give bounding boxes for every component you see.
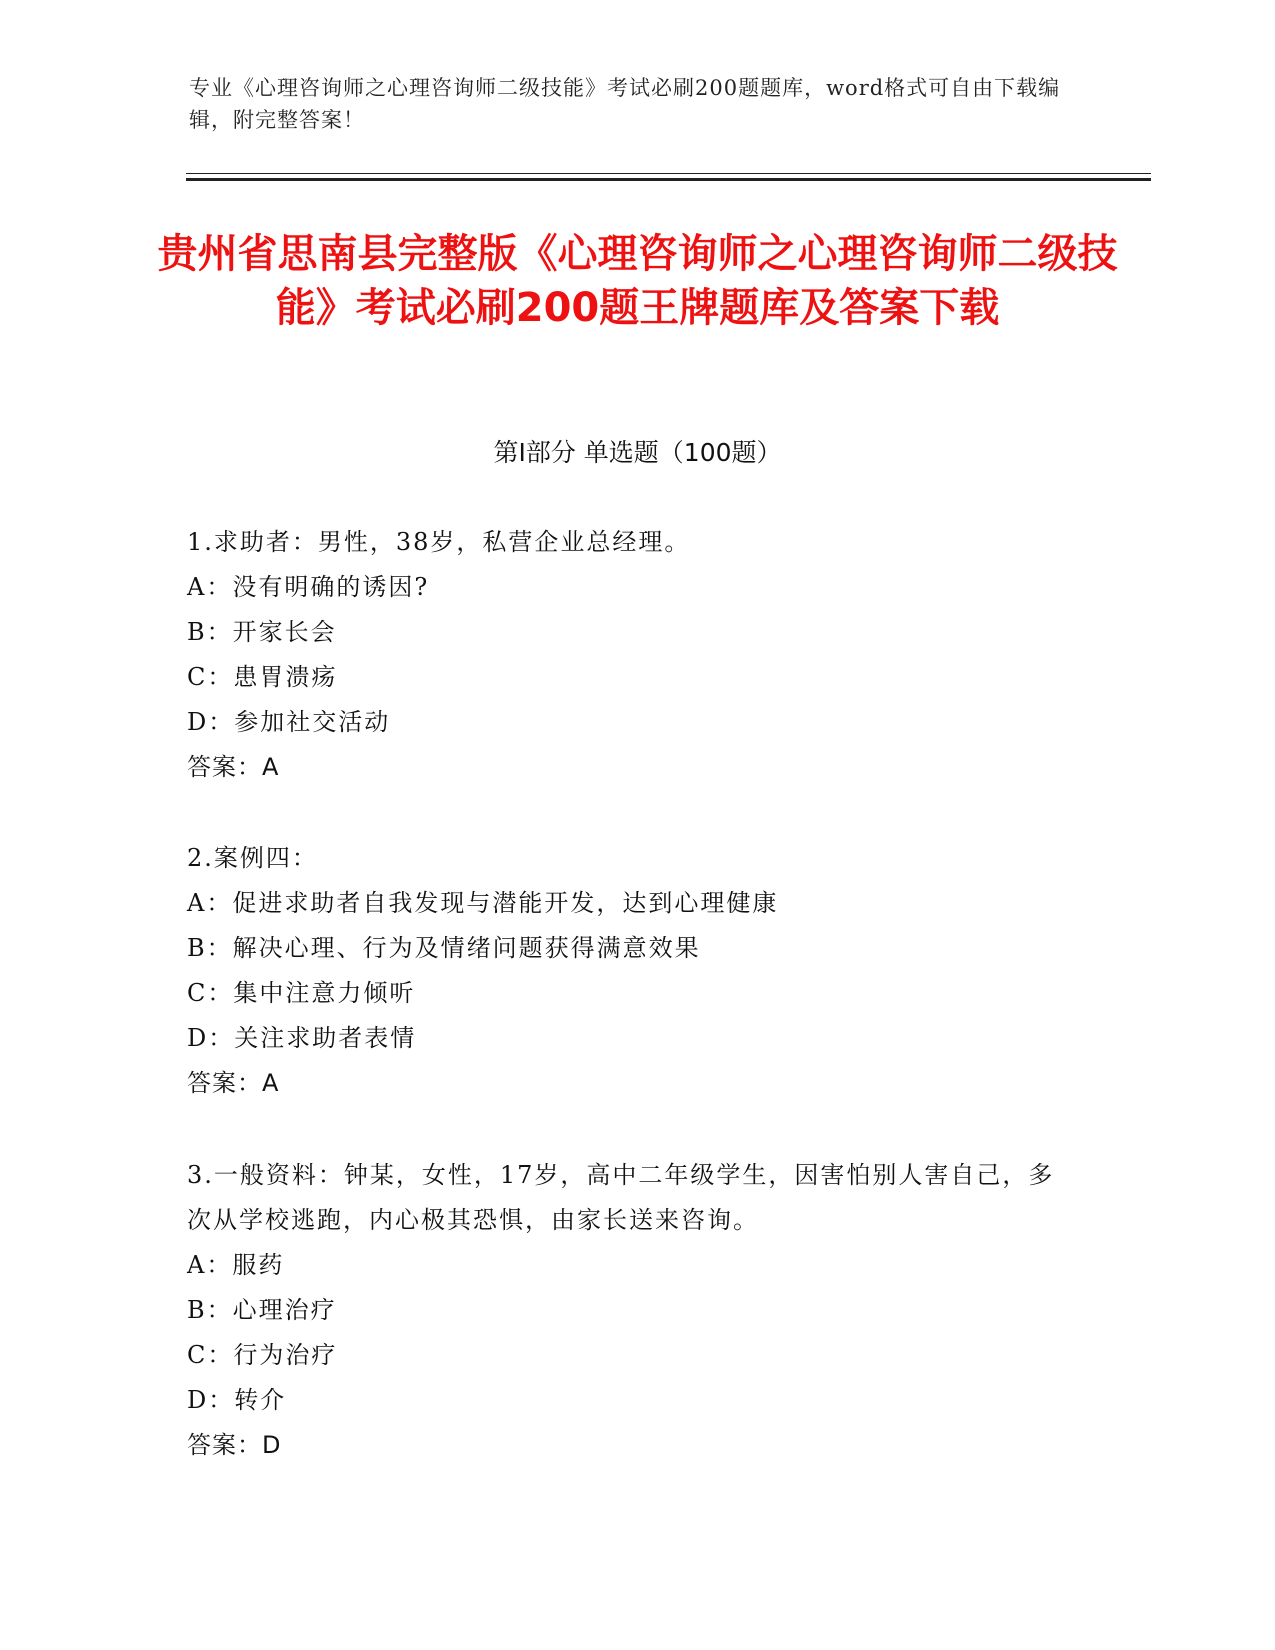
question-stem: 3.一般资料：钟某，女性，17岁，高中二年级学生，因害怕别人害自己，多次从学校逃跑，内心极其恐惧，由家长送来咨询。 — [187, 1161, 1055, 1234]
header-note: 专业《心理咨询师之心理咨询师二级技能》考试必刷200题题库，word格式可自由下载编辑，附完整答案！ — [189, 76, 1061, 132]
question-stem: 1.求助者：男性，38岁，私营企业总经理。 — [187, 528, 691, 556]
question-1 — [187, 520, 1067, 790]
header-rule-thick — [186, 178, 1151, 181]
header-rule-thin — [186, 173, 1151, 174]
option-b: B：开家长会 — [187, 618, 337, 646]
option-a: A：没有明确的诱因? — [187, 573, 430, 601]
option-c: C：患胃溃疡 — [187, 663, 338, 691]
option-c: C：集中注意力倾听 — [187, 979, 416, 1007]
answer: 答案：D — [187, 1431, 282, 1459]
option-b: B：心理治疗 — [187, 1296, 337, 1324]
document-title: 贵州省思南县完整版《心理咨询师之心理咨询师二级技能》考试必刷200题王牌题库及答案下载 — [157, 231, 1118, 331]
question-stem: 2.案例四： — [187, 844, 318, 872]
option-a: A：服药 — [187, 1251, 285, 1279]
answer: 答案：A — [187, 1069, 280, 1097]
option-a: A：促进求助者自我发现与潜能开发，达到心理健康 — [187, 889, 779, 917]
question-3 — [187, 1153, 1067, 1468]
option-d: D：参加社交活动 — [187, 708, 391, 736]
option-c: C：行为治疗 — [187, 1341, 338, 1369]
section-title: 第Ⅰ部分 单选题（100题） — [493, 438, 782, 467]
option-d: D：关注求助者表情 — [187, 1024, 417, 1052]
option-d: D：转介 — [187, 1386, 287, 1414]
option-b: B：解决心理、行为及情绪问题获得满意效果 — [187, 934, 701, 962]
answer: 答案：A — [187, 753, 280, 781]
question-2 — [187, 836, 1067, 1106]
